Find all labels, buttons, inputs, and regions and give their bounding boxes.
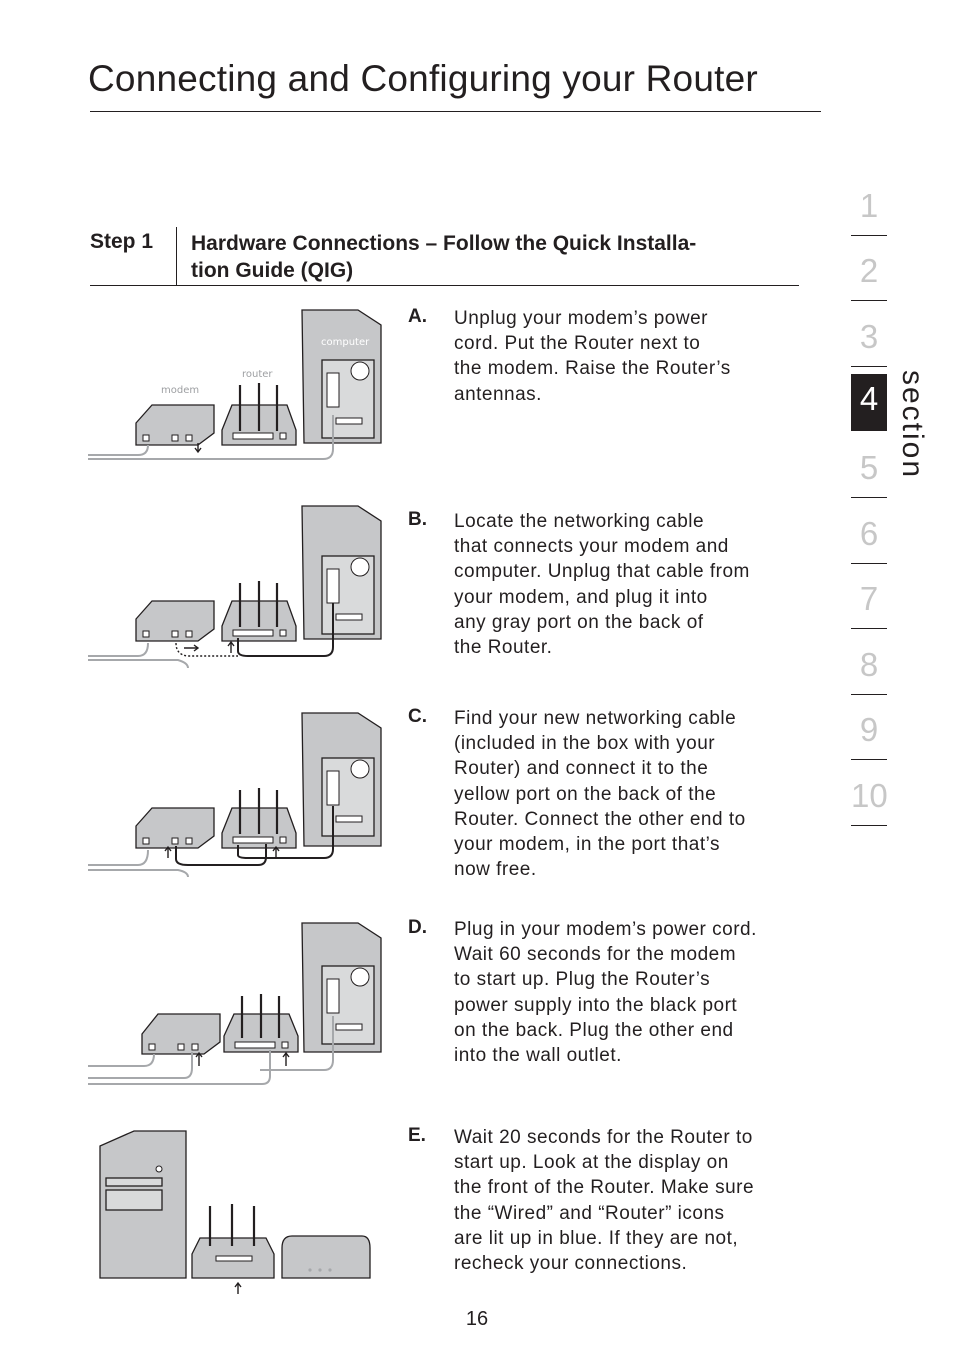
label-router: router	[242, 369, 273, 380]
section-nav-number: 8	[859, 645, 879, 683]
page-title: Connecting and Configuring your Router	[88, 58, 758, 99]
step-divider	[176, 227, 177, 285]
page-number: 16	[465, 1308, 489, 1330]
section-nav-number: 3	[859, 317, 879, 355]
section-nav-number: 6	[859, 514, 879, 552]
section-nav	[851, 170, 887, 826]
section-nav-number: 10	[851, 776, 888, 814]
section-nav-item-6[interactable]	[851, 498, 887, 564]
title-rule	[90, 111, 821, 112]
illustration-step-c	[88, 710, 384, 880]
section-nav-number: 7	[859, 580, 879, 618]
item-letter-d: D.	[408, 917, 427, 938]
section-nav-number: 1	[859, 186, 879, 224]
section-nav-number: 9	[859, 711, 879, 749]
step-title: Hardware Connections – Follow the Quick Installa- tion Guide (QIG)	[191, 232, 697, 282]
section-nav-active-number: 4	[859, 380, 879, 417]
illustration-step-b	[88, 503, 384, 671]
item-text-c: Find your new networking cable (included in the box with your Router) and connect it to the yellow port on the back of the Router. Connect the other end to your modem, in the port that’s now free.	[454, 708, 746, 881]
section-nav-item-5[interactable]	[851, 432, 887, 498]
label-modem: modem	[161, 385, 200, 396]
section-nav-item-7[interactable]	[851, 564, 887, 630]
section-nav-item-9[interactable]	[851, 695, 887, 761]
item-text-a: Unplug your modem’s power cord. Put the Router next to the modem. Raise the Router’s antennas.	[454, 308, 731, 405]
section-nav-item-3[interactable]	[851, 301, 887, 367]
section-nav-number: 2	[859, 252, 879, 290]
section-nav-item-1[interactable]	[851, 170, 887, 236]
section-label: section	[896, 370, 929, 480]
illustration-step-a	[88, 305, 384, 467]
section-nav-item-10[interactable]	[851, 760, 887, 826]
item-text-e: Wait 20 seconds for the Router to start up. Look at the display on the front of the Router. Make sure the “Wired” and “Router” icons are lit up in blue. If they are not, recheck your connections.	[454, 1127, 755, 1275]
item-letter-e: E.	[408, 1125, 426, 1146]
item-text-b: Locate the networking cable that connects your modem and computer. Unplug that cable from your modem, and plug it into any gray port on the back of the Router.	[454, 511, 750, 659]
section-nav-item-2[interactable]	[851, 236, 887, 302]
illustration-step-e	[96, 1128, 376, 1300]
illustration-step-d	[88, 920, 384, 1088]
section-nav-item-8[interactable]	[851, 629, 887, 695]
item-letter-a: A.	[408, 306, 427, 327]
item-letter-b: B.	[408, 509, 427, 530]
step-label: Step 1	[90, 230, 154, 253]
section-nav-number: 5	[859, 448, 879, 486]
item-letter-c: C.	[408, 706, 427, 727]
step-rule	[90, 285, 799, 286]
label-computer: computer	[321, 337, 370, 348]
item-text-d: Plug in your modem’s power cord. Wait 60 seconds for the modem to start up. Plug the Router’s power supply into the black port on the back. Plug the other end into the wall outlet.	[454, 919, 757, 1067]
